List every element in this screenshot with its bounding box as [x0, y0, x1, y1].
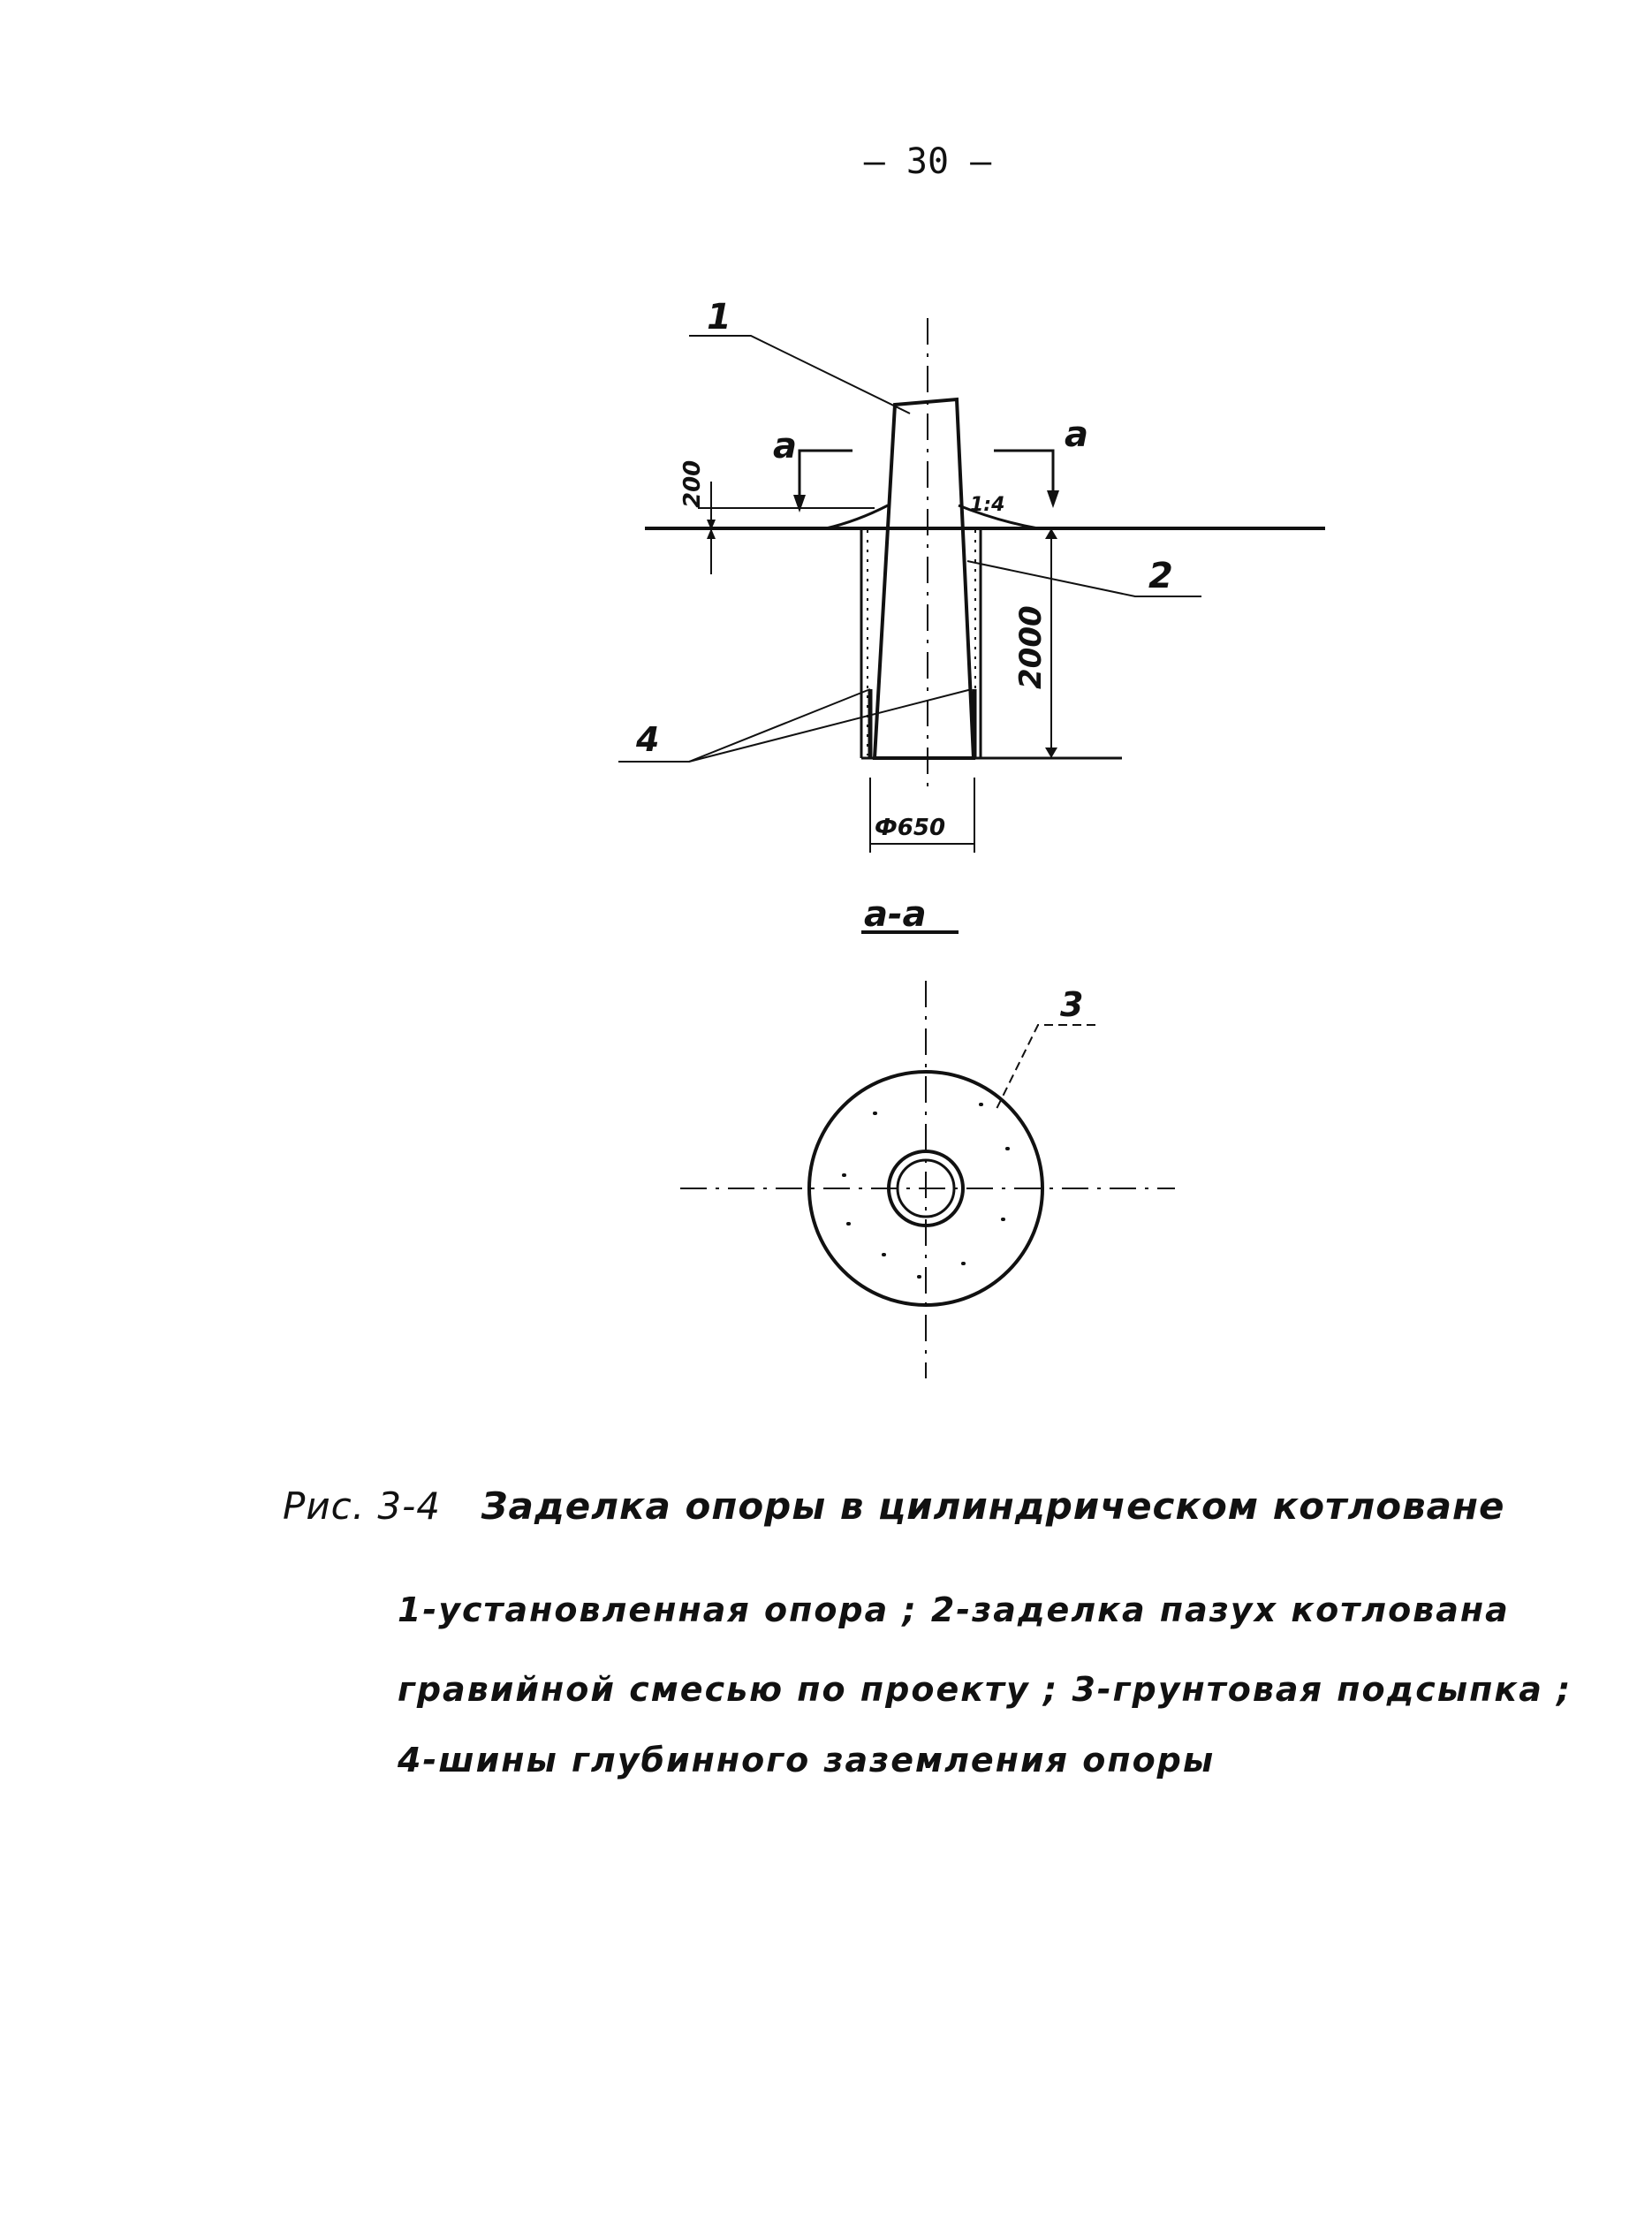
section-arrow-left: [799, 451, 853, 499]
legend-line-2: гравийной смесью по проекту ; 3-грунтовая подсыпка ;: [398, 1670, 1572, 1709]
callout-3-label: 3: [1060, 985, 1084, 1024]
callout-1-label: 1: [707, 297, 731, 338]
pole: [875, 399, 974, 758]
section-arrow-right: [994, 451, 1053, 495]
dim-top-label: 200: [679, 459, 706, 508]
callout-1-leader: [689, 336, 910, 414]
dim-depth-label: 2000: [1013, 605, 1049, 689]
arrowhead-right: [1047, 490, 1059, 508]
callout-4-label: 4: [636, 720, 660, 759]
section-title: а-а: [864, 894, 927, 935]
arrowhead-left: [793, 495, 806, 512]
figure-label: Рис. 3-4: [283, 1484, 442, 1528]
section-mark-left: а: [773, 426, 797, 467]
page-number: – 30 –: [863, 141, 992, 182]
figure-caption: [283, 1484, 1505, 1528]
callout-4-leader-b: [689, 689, 972, 762]
section-mark-right: а: [1065, 414, 1088, 455]
callout-3-leader: [997, 1025, 1095, 1109]
legend-line-3: 4-шины глубинного заземления опоры: [398, 1741, 1216, 1780]
figure-title: Заделка опоры в цилиндрическом котловане: [481, 1484, 1505, 1528]
slope-label: 1:4: [970, 494, 1005, 516]
callout-2-label: 2: [1148, 556, 1173, 596]
backfill-hatch: [868, 530, 975, 755]
dim-diameter-label: Ф650: [875, 815, 946, 841]
legend-line-1: 1-установленная опора ; 2-заделка пазух котлована: [398, 1590, 1510, 1629]
